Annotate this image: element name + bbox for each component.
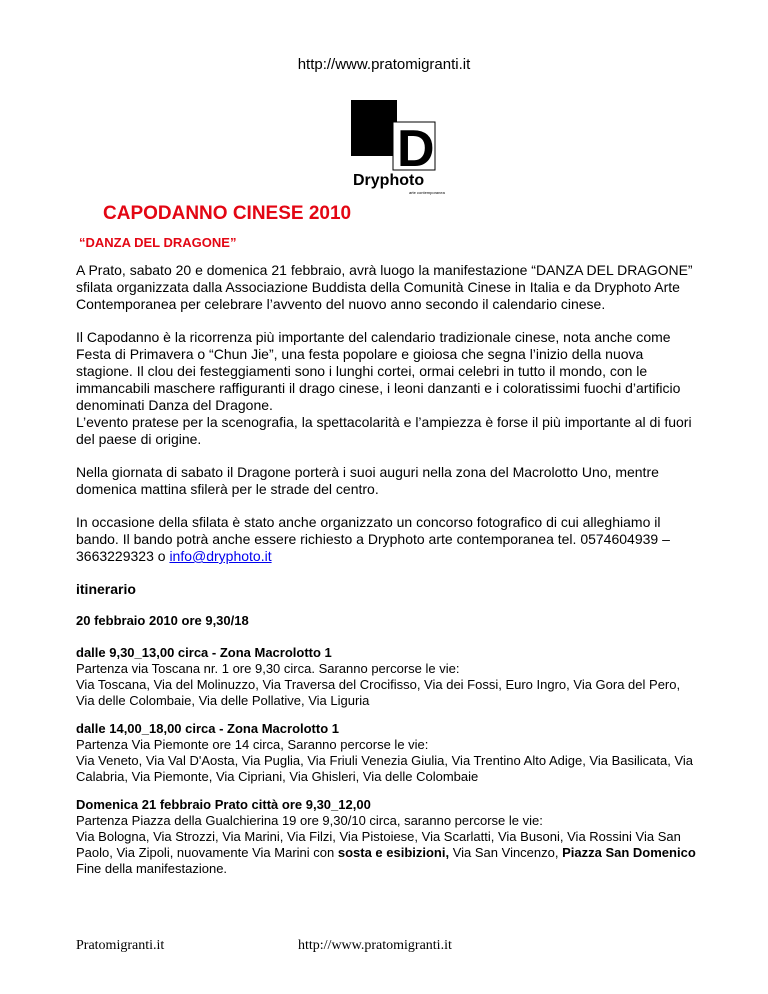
itinerary-heading: itinerario: [76, 581, 136, 597]
dryphoto-logo: [349, 98, 449, 198]
route-text: Via Bologna, Via Strozzi, Via Marini, Via Filzi, Via Pistoiese, Via Scarlatti, Via Busoni, Via Rossini Via San Paolo, Via Zipoli, nuovamente Via Marini con: [76, 829, 681, 860]
paragraph-intro: A Prato, sabato 20 e domenica 21 febbraio, avrà luogo la manifestazione “DANZA DEL DRAGONE” sfilata organizzata dalla Associazione Buddista della Comunità Cinese in Italia e da Dryphoto Arte Contemporanea per celebrare l’avvento del nuovo anno secondo il calendario cinese.: [76, 262, 693, 312]
header-url: http://www.pratomigranti.it: [297, 56, 471, 73]
section-heading: dalle 9,30_13,00 circa - Zona Macrolotto 1: [76, 645, 332, 660]
section-heading: Domenica 21 febbraio Prato città ore 9,30_12,00: [76, 797, 371, 812]
itinerary-date: 20 febbraio 2010 ore 9,30/18: [76, 613, 249, 628]
paragraph-giornata: Nella giornata di sabato il Dragone porterà i suoi auguri nella zona del Macrolotto Uno, mentre domenica mattina sfilerà per le strade del centro.: [76, 464, 659, 497]
route-bold-sosta: sosta e esibizioni,: [337, 845, 450, 860]
section-route: Via Toscana, Via del Molinuzzo, Via Traversa del Crocifisso, Via dei Fossi, Euro Ingro, Via Gora del Pero, Via delle Colombaie, Via delle Pollative, Via Liguria: [76, 677, 681, 708]
section-start: Partenza via Toscana nr. 1 ore 9,30 circa. Saranno percorse le vie:: [76, 661, 460, 676]
page-title: CAPODANNO CINESE 2010: [103, 203, 352, 224]
footer-url: http://www.pratomigranti.it: [298, 938, 452, 953]
itinerary-section-morning: [76, 645, 696, 709]
section-route: Via Veneto, Via Val D'Aosta, Via Puglia, Via Friuli Venezia Giulia, Via Trentino Alto Adige, Via Basilicata, Via Calabria, Via Piemonte, Via Cipriani, Via Ghisleri, Via delle Colombaie: [76, 753, 693, 784]
itinerary-section-afternoon: [76, 721, 696, 785]
article-body: [76, 262, 696, 889]
section-start: Partenza Via Piemonte ore 14 circa, Saranno percorse le vie:: [76, 737, 429, 752]
section-route: [76, 829, 696, 877]
logo-black-square: [351, 100, 397, 156]
paragraph-capodanno-text: Il Capodanno è la ricorrenza più importante del calendario tradizionale cinese, nota anche come Festa di Primavera o “Chun Jie”, una festa popolare e gioiosa che segna l’inizio della nuova stagione. Il clou dei festeggiamenti sono i lunghi cortei, ormai celebri in tutto il mondo, con le immancabili maschere raffiguranti il drago cinese, i leoni danzanti e i coloratissimi fuochi d’artificio denominati Danza del Dragone.: [76, 329, 681, 413]
logo-wordmark: Dryphoto: [353, 172, 425, 189]
itinerary-section-sunday: [76, 797, 696, 877]
route-bold-piazza: Piazza San Domenico: [562, 845, 696, 860]
section-start: Partenza Piazza della Gualchierina 19 ore 9,30/10 circa, saranno percorse le vie:: [76, 813, 543, 828]
logo-tagline: arte contemporanea: [409, 190, 445, 195]
logo-d-letter: D: [397, 120, 435, 178]
paragraph-evento-text: L’evento pratese per la scenografia, la spettacolarità e l’ampiezza è forse il più importante al di fuori del paese di origine.: [76, 414, 692, 447]
paragraph-concorso: [76, 514, 696, 565]
paragraph-capodanno: [76, 329, 696, 448]
email-link[interactable]: info@dryphoto.it: [169, 548, 272, 564]
page-subtitle: “DANZA DEL DRAGONE”: [79, 235, 237, 250]
route-end: Fine della manifestazione.: [76, 861, 228, 876]
section-heading: dalle 14,00_18,00 circa - Zona Macrolotto 1: [76, 721, 340, 736]
footer-site-name: Pratomigranti.it: [76, 938, 165, 953]
paragraph-concorso-text: In occasione della sfilata è stato anche organizzato un concorso fotografico di cui alleghiamo il bando. Il bando potrà anche essere richiesto a Dryphoto arte contemporanea tel. 0574604939 – 3663229323 o: [76, 514, 670, 564]
route-mid: Via San Vincenzo,: [449, 845, 563, 860]
